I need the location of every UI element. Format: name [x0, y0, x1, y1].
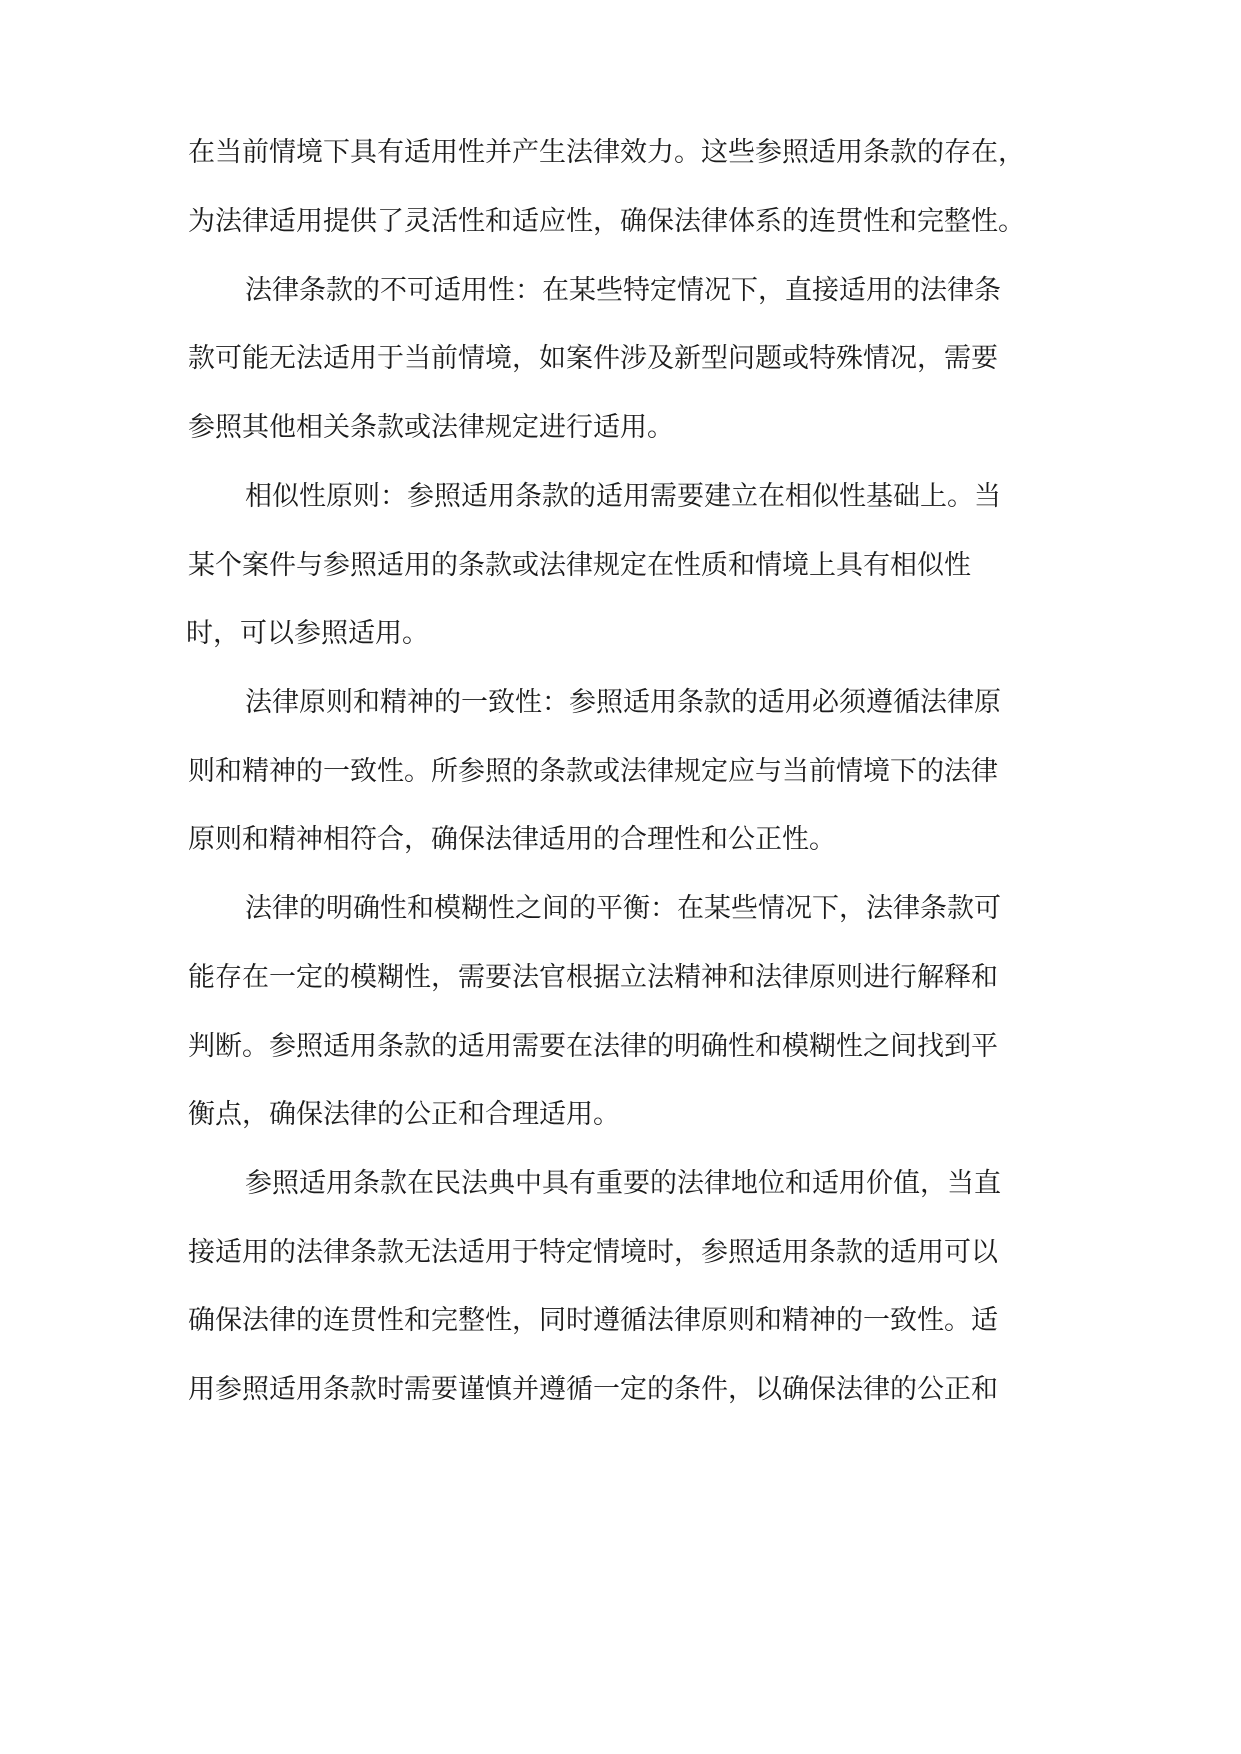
text-line: 用参照适用条款时需要谨慎并遵循一定的条件，以确保法律的公正和 — [188, 1374, 998, 1405]
text-line: 接适用的法律条款无法适用于特定情境时，参照适用条款的适用可以 — [188, 1237, 998, 1268]
text-line: 原则和精神相符合，确保法律适用的合理性和公正性。 — [188, 824, 836, 855]
text-line: 某个案件与参照适用的条款或法律规定在性质和情境上具有相似性 — [188, 550, 971, 581]
paragraph-first-line: 相似性原则：参照适用条款的适用需要建立在相似性基础上。当 — [245, 481, 1001, 512]
text-line: 衡点，确保法律的公正和合理适用。 — [188, 1099, 620, 1130]
paragraph-first-line: 法律条款的不可适用性：在某些特定情况下，直接适用的法律条 — [245, 275, 1001, 306]
paragraph-first-line: 参照适用条款在民法典中具有重要的法律地位和适用价值，当直 — [245, 1168, 1001, 1199]
paragraph-first-line: 法律原则和精神的一致性：参照适用条款的适用必须遵循法律原 — [245, 687, 1001, 718]
text-line: 能存在一定的模糊性，需要法官根据立法精神和法律原则进行解释和 — [188, 962, 998, 993]
paragraph-first-line: 法律的明确性和模糊性之间的平衡：在某些情况下，法律条款可 — [245, 893, 1001, 924]
text-line: 款可能无法适用于当前情境，如案件涉及新型问题或特殊情况，需要 — [188, 343, 998, 374]
text-line: 参照其他相关条款或法律规定进行适用。 — [188, 412, 674, 443]
text-line: 时，可以参照适用。 — [186, 618, 429, 649]
text-line: 则和精神的一致性。所参照的条款或法律规定应与当前情境下的法律 — [188, 756, 998, 787]
text-line: 在当前情境下具有适用性并产生法律效力。这些参照适用条款的存在， — [188, 137, 1025, 168]
text-line: 判断。参照适用条款的适用需要在法律的明确性和模糊性之间找到平 — [188, 1031, 998, 1062]
text-line: 为法律适用提供了灵活性和适应性，确保法律体系的连贯性和完整性。 — [188, 206, 1025, 237]
text-line: 确保法律的连贯性和完整性，同时遵循法律原则和精神的一致性。适 — [188, 1305, 998, 1336]
